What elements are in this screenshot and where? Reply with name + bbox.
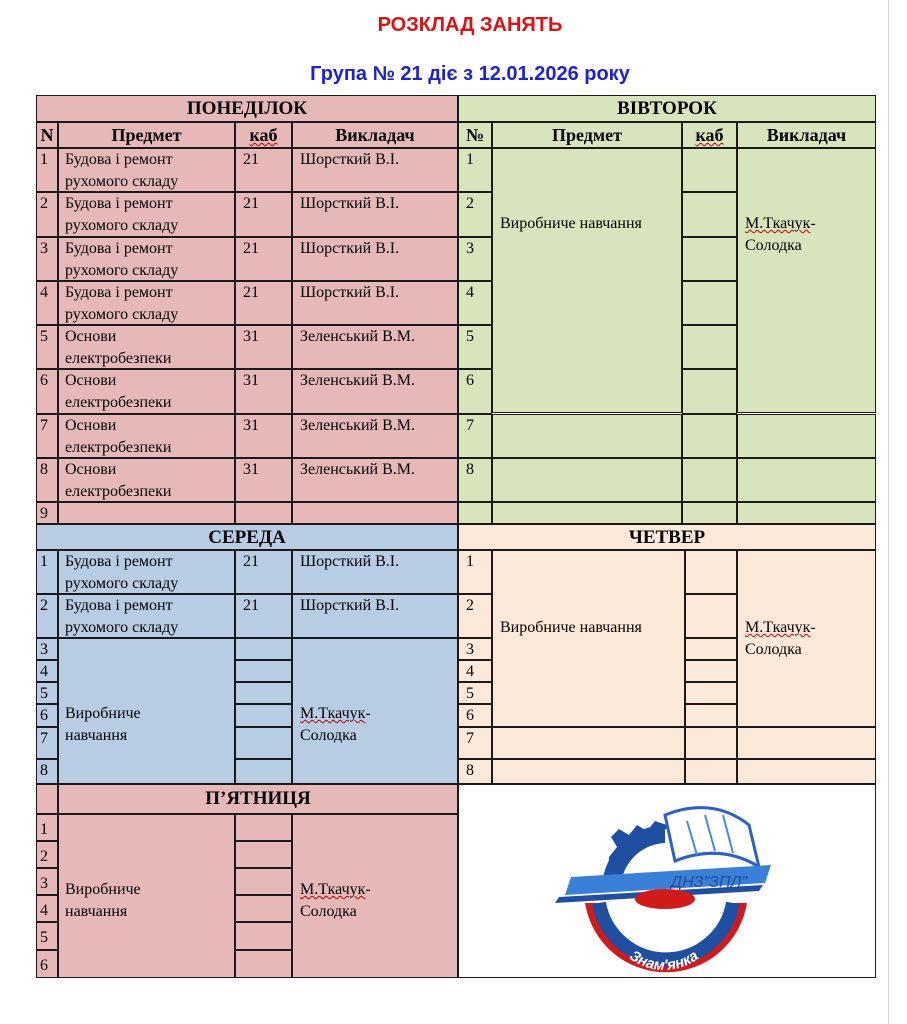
- group-subtitle: Група № 21 діє з 12.01.2026 року: [310, 63, 630, 85]
- monday-teacher: [292, 458, 458, 502]
- monday-room: [235, 414, 292, 458]
- thursday-room-empty: [685, 759, 737, 784]
- wednesday-lesson-num-text: 4: [40, 663, 48, 680]
- wednesday-lesson-num: [36, 660, 58, 682]
- wednesday-teacher: М.Ткачук- Солодка: [292, 638, 458, 784]
- wednesday-subject-text: Будова і ремонт: [65, 597, 173, 614]
- monday-teacher-empty: [292, 502, 458, 524]
- thursday-lesson-num-text: 2: [466, 597, 474, 614]
- tuesday-subject-empty: [492, 458, 682, 502]
- wednesday-room-empty: [235, 660, 292, 682]
- tuesday-lesson-num: [458, 325, 492, 369]
- tuesday-room-empty: [682, 148, 737, 192]
- wednesday-room-empty: [235, 638, 292, 660]
- logo-cell: [458, 784, 876, 978]
- monday-subject: [58, 458, 235, 502]
- col-subject-tuesday-text: Предмет: [552, 125, 622, 145]
- monday-teacher: [292, 369, 458, 413]
- thursday-lesson-num-text: 6: [466, 707, 474, 724]
- thursday-lesson-num: [458, 682, 492, 704]
- col-subject-tuesday: [492, 122, 682, 148]
- wednesday-lesson-num: [36, 759, 58, 784]
- day-header-monday-text: ПОНЕДІЛОК: [186, 98, 308, 119]
- day-header-wednesday: [36, 524, 458, 550]
- friday-lesson-num-text: 5: [40, 929, 48, 946]
- monday-subject-text: Основи: [65, 416, 117, 434]
- monday-room-text: 31: [243, 328, 259, 345]
- friday-teacher-text: М.Ткачук: [300, 881, 366, 898]
- friday-lesson-num-text: 2: [40, 848, 48, 865]
- wednesday-lesson-num: [36, 638, 58, 660]
- wednesday-teacher: [292, 550, 458, 594]
- wednesday-lesson-num: [36, 727, 58, 759]
- wednesday-teacher-text: М.Ткачук: [300, 705, 366, 722]
- college-logo: [459, 785, 876, 978]
- page-edge: [888, 0, 889, 1024]
- wednesday-teacher-text: Солодка: [300, 727, 357, 744]
- col-num-tuesday: [458, 122, 492, 148]
- tuesday-lesson-num: [458, 369, 492, 413]
- book-icon: [665, 808, 759, 867]
- tuesday-lesson-num-text: 6: [466, 372, 474, 390]
- monday-teacher-text: Зеленський В.М.: [300, 460, 415, 478]
- monday-subject-text: Будова і ремонт: [65, 195, 173, 213]
- wednesday-room-text: 21: [243, 597, 259, 614]
- wednesday-subject-text: Будова і ремонт: [65, 553, 173, 570]
- monday-lesson-num: [36, 237, 58, 281]
- col-room-tuesday: [682, 122, 737, 148]
- wednesday-lesson-num-text: 7: [40, 730, 48, 747]
- wednesday-room: [235, 550, 292, 594]
- col-teacher-monday: [292, 122, 458, 148]
- monday-subject-text: Основи: [65, 460, 117, 478]
- friday-lesson-num: [36, 950, 58, 978]
- monday-teacher-text: Шорсткий В.І.: [300, 151, 400, 168]
- monday-subject-text: рухомого складу: [65, 305, 179, 323]
- tuesday-lesson-num-text: 3: [466, 239, 474, 257]
- tuesday-lesson-num: [458, 281, 492, 325]
- monday-room-text: 31: [243, 460, 259, 478]
- thursday-teacher: М.Ткачук- Солодка: [737, 550, 876, 727]
- friday-corner: [36, 784, 58, 814]
- tuesday-teacher-empty: [737, 502, 876, 524]
- friday-lesson-num-text: 4: [40, 902, 48, 919]
- wednesday-subject: [58, 638, 235, 784]
- friday-lesson-num-text: 3: [40, 875, 48, 892]
- wednesday-subject-text: Виробниче: [65, 705, 141, 722]
- wednesday-room-empty: [235, 704, 292, 727]
- monday-room-text: 31: [243, 416, 259, 434]
- monday-teacher-text: Шорсткий В.І.: [300, 283, 400, 301]
- monday-room-empty: [235, 502, 292, 524]
- monday-teacher: [292, 148, 458, 192]
- thursday-lesson-num: [458, 638, 492, 660]
- tuesday-room-empty: [682, 237, 737, 281]
- monday-teacher-text: Зеленський В.М.: [300, 372, 415, 390]
- monday-lesson-num: [36, 369, 58, 413]
- monday-room-text: 21: [243, 239, 259, 257]
- monday-lesson-num: [36, 325, 58, 369]
- monday-lesson-num: [36, 148, 58, 192]
- col-num-monday-text: N: [40, 125, 54, 145]
- friday-subject: [58, 814, 235, 978]
- thursday-subject-text: Виробниче навчання: [500, 619, 642, 636]
- monday-room: [235, 281, 292, 325]
- monday-teacher-text: Шорсткий В.І.: [300, 239, 400, 257]
- tuesday-lesson-num-text: 4: [466, 283, 474, 301]
- wednesday-lesson-num: [36, 704, 58, 727]
- monday-subject-text: рухомого складу: [65, 261, 179, 279]
- wednesday-teacher: [292, 594, 458, 638]
- friday-teacher: М.Ткачук- Солодка: [292, 814, 458, 978]
- col-teacher-tuesday: [737, 122, 876, 148]
- wednesday-lesson-num: [36, 594, 58, 638]
- monday-teacher-text: Зеленський В.М.: [300, 416, 415, 434]
- tuesday-room-empty: [682, 325, 737, 369]
- monday-subject-text: Основи: [65, 372, 117, 390]
- tuesday-lesson-num: [458, 148, 492, 192]
- thursday-lesson-num: [458, 704, 492, 727]
- monday-room: [235, 192, 292, 236]
- monday-lesson-num: [36, 458, 58, 502]
- col-subject-monday-text: Предмет: [111, 125, 182, 145]
- monday-room-text: 31: [243, 372, 259, 390]
- monday-room-text: 21: [243, 195, 259, 213]
- monday-subject: [58, 192, 235, 236]
- logo-arc-text: Знам'янка: [626, 947, 702, 975]
- monday-lesson-num-text: 6: [40, 372, 48, 390]
- friday-lesson-num: [36, 895, 58, 922]
- monday-room: [235, 458, 292, 502]
- logo-text: ДНЗ"ЗПЛ": [670, 874, 748, 891]
- friday-lesson-num: [36, 814, 58, 841]
- thursday-lesson-num: [458, 594, 492, 638]
- monday-subject-text: електробезпеки: [65, 350, 172, 367]
- thursday-lesson-num-text: 7: [466, 730, 474, 747]
- monday-lesson-num-text: 4: [40, 283, 48, 301]
- monday-lesson-num: [36, 502, 58, 524]
- thursday-room-empty: [685, 727, 737, 759]
- thursday-lesson-num-text: 8: [466, 762, 474, 779]
- friday-room-empty: [235, 814, 292, 841]
- monday-subject: [58, 281, 235, 325]
- wednesday-lesson-num: [36, 550, 58, 594]
- day-header-friday-text: П’ЯТНИЦЯ: [205, 788, 311, 809]
- thursday-lesson-num: [458, 550, 492, 594]
- monday-subject: [58, 414, 235, 458]
- friday-room-empty: [235, 895, 292, 922]
- friday-room-empty: [235, 922, 292, 950]
- monday-subject: [58, 325, 235, 369]
- monday-teacher: [292, 237, 458, 281]
- tuesday-teacher: М.Ткачук- Солодка: [737, 148, 876, 413]
- thursday-lesson-num-text: 4: [466, 663, 474, 680]
- monday-room: [235, 325, 292, 369]
- monday-subject-text: Будова і ремонт: [65, 283, 173, 301]
- tuesday-lesson-num: [458, 192, 492, 236]
- thursday-lesson-num: [458, 759, 492, 784]
- friday-teacher-text: Солодка: [300, 903, 357, 920]
- friday-subject-text: навчання: [65, 903, 128, 920]
- monday-teacher: [292, 414, 458, 458]
- monday-lesson-num: [36, 414, 58, 458]
- monday-subject-text: рухомого складу: [65, 173, 179, 190]
- tuesday-subject: [492, 148, 682, 413]
- monday-teacher-text: Шорсткий В.І.: [300, 195, 400, 213]
- monday-subject-text: Будова і ремонт: [65, 151, 173, 168]
- monday-teacher: [292, 325, 458, 369]
- wednesday-lesson-num: [36, 682, 58, 704]
- monday-subject-text: електробезпеки: [65, 482, 172, 500]
- monday-room: [235, 237, 292, 281]
- wednesday-lesson-num-text: 3: [40, 641, 48, 658]
- day-header-monday: [36, 95, 458, 122]
- thursday-lesson-num: [458, 660, 492, 682]
- monday-subject-text: електробезпеки: [65, 438, 172, 456]
- monday-subject: [58, 148, 235, 192]
- thursday-subject-empty: [492, 727, 685, 759]
- wednesday-subject-text: рухомого складу: [65, 619, 179, 636]
- thursday-teacher-text: М.Ткачук: [745, 619, 811, 636]
- day-header-friday: [58, 784, 458, 814]
- monday-room-text: 21: [243, 283, 259, 301]
- day-header-wednesday-text: СЕРЕДА: [208, 527, 286, 548]
- friday-lesson-num-text: 6: [40, 957, 48, 974]
- wednesday-teacher-text: Шорсткий В.І.: [300, 553, 400, 570]
- tuesday-teacher-text: М.Ткачук: [745, 215, 811, 232]
- thursday-room-empty: [685, 638, 737, 660]
- wednesday-subject: [58, 594, 235, 638]
- tuesday-teacher-text: Солодка: [745, 237, 802, 254]
- tuesday-teacher-empty: [737, 458, 876, 502]
- col-room-tuesday-text: каб: [695, 125, 724, 145]
- thursday-lesson-num-text: 1: [466, 553, 474, 570]
- col-room-monday-text: каб: [249, 125, 278, 145]
- thursday-teacher-text: Солодка: [745, 641, 802, 658]
- friday-lesson-num: [36, 841, 58, 868]
- wednesday-lesson-num-text: 2: [40, 597, 48, 614]
- thursday-room-empty: [685, 660, 737, 682]
- wednesday-subject: [58, 550, 235, 594]
- thursday-room-empty: [685, 594, 737, 638]
- day-header-tuesday: [458, 95, 876, 122]
- thursday-subject: [492, 550, 685, 727]
- friday-subject-text: Виробниче: [65, 881, 141, 898]
- thursday-room-empty: [685, 682, 737, 704]
- monday-room: [235, 369, 292, 413]
- tuesday-lesson-num-text: 7: [466, 416, 474, 434]
- wednesday-room: [235, 594, 292, 638]
- monday-subject-text: Основи: [65, 328, 117, 345]
- tuesday-subject-empty: [492, 414, 682, 458]
- day-header-thursday: [458, 524, 876, 550]
- monday-subject: [58, 237, 235, 281]
- tuesday-lesson-num-text: 2: [466, 195, 474, 213]
- svg-text:Знам'янка: [626, 947, 701, 974]
- tuesday-subject-empty: [492, 502, 682, 524]
- page-title: РОЗКЛАД ЗАНЯТЬ: [377, 14, 563, 36]
- tuesday-teacher-empty: [737, 414, 876, 458]
- monday-room: [235, 148, 292, 192]
- monday-subject: [58, 369, 235, 413]
- wednesday-subject-text: навчання: [65, 727, 128, 744]
- friday-lesson-num-text: 1: [40, 821, 48, 838]
- wednesday-room-text: 21: [243, 553, 259, 570]
- thursday-lesson-num: [458, 727, 492, 759]
- tuesday-room-empty: [682, 281, 737, 325]
- tuesday-lesson-num: [458, 237, 492, 281]
- monday-subject-text: Будова і ремонт: [65, 239, 173, 257]
- tuesday-lesson-num: [458, 414, 492, 458]
- tuesday-subject-text: Виробниче навчання: [500, 215, 642, 232]
- monday-lesson-num-text: 5: [40, 328, 48, 345]
- tuesday-room-empty: [682, 369, 737, 413]
- col-room-monday: [235, 122, 292, 148]
- monday-teacher: [292, 192, 458, 236]
- col-num-tuesday-text: №: [465, 125, 485, 145]
- thursday-subject-empty: [492, 759, 685, 784]
- wednesday-subject-text: рухомого складу: [65, 575, 179, 592]
- tuesday-lesson-num-text: 1: [466, 151, 474, 168]
- wednesday-teacher-text: Шорсткий В.І.: [300, 597, 400, 614]
- wednesday-lesson-num-text: 5: [40, 685, 48, 702]
- monday-lesson-num-text: 2: [40, 195, 48, 213]
- col-subject-monday: [58, 122, 235, 148]
- monday-subject-text: електробезпеки: [65, 394, 172, 412]
- day-header-tuesday-text: ВІВТОРОК: [617, 98, 717, 119]
- monday-teacher: [292, 281, 458, 325]
- day-header-thursday-text: ЧЕТВЕР: [628, 527, 706, 548]
- wednesday-room-empty: [235, 759, 292, 784]
- wednesday-lesson-num-text: 8: [40, 762, 48, 779]
- tuesday-room-empty: [682, 414, 737, 458]
- friday-room-empty: [235, 868, 292, 895]
- tuesday-room-empty: [682, 458, 737, 502]
- monday-lesson-num: [36, 192, 58, 236]
- monday-lesson-num-text: 7: [40, 416, 48, 434]
- friday-room-empty: [235, 841, 292, 868]
- tuesday-room-empty: [682, 192, 737, 236]
- tuesday-lesson-num-text: 5: [466, 328, 474, 345]
- monday-teacher-text: Зеленський В.М.: [300, 328, 415, 345]
- wednesday-lesson-num-text: 6: [40, 707, 48, 724]
- thursday-room-empty: [685, 704, 737, 727]
- friday-room-empty: [235, 950, 292, 978]
- tuesday-lesson-num: [458, 458, 492, 502]
- col-num-monday: [36, 122, 58, 148]
- monday-subject-empty: [58, 502, 235, 524]
- tuesday-room-empty: [682, 502, 737, 524]
- monday-subject-text: рухомого складу: [65, 217, 179, 235]
- col-teacher-monday-text: Викладач: [335, 125, 415, 145]
- thursday-teacher-empty: [737, 759, 876, 784]
- monday-lesson-num-text: 9: [40, 505, 48, 522]
- thursday-lesson-num-text: 5: [466, 685, 474, 702]
- monday-lesson-num-text: 8: [40, 460, 48, 478]
- tuesday-num-empty: [458, 502, 492, 524]
- friday-lesson-num: [36, 922, 58, 950]
- monday-lesson-num-text: 3: [40, 239, 48, 257]
- monday-lesson-num: [36, 281, 58, 325]
- wednesday-room-empty: [235, 727, 292, 759]
- thursday-room-empty: [685, 550, 737, 594]
- thursday-teacher-empty: [737, 727, 876, 759]
- monday-lesson-num-text: 1: [40, 151, 48, 168]
- thursday-lesson-num-text: 3: [466, 641, 474, 658]
- monday-room-text: 21: [243, 151, 259, 168]
- tuesday-lesson-num-text: 8: [466, 460, 474, 478]
- wednesday-room-empty: [235, 682, 292, 704]
- wednesday-lesson-num-text: 1: [40, 553, 48, 570]
- friday-lesson-num: [36, 868, 58, 895]
- col-teacher-tuesday-text: Викладач: [766, 125, 847, 145]
